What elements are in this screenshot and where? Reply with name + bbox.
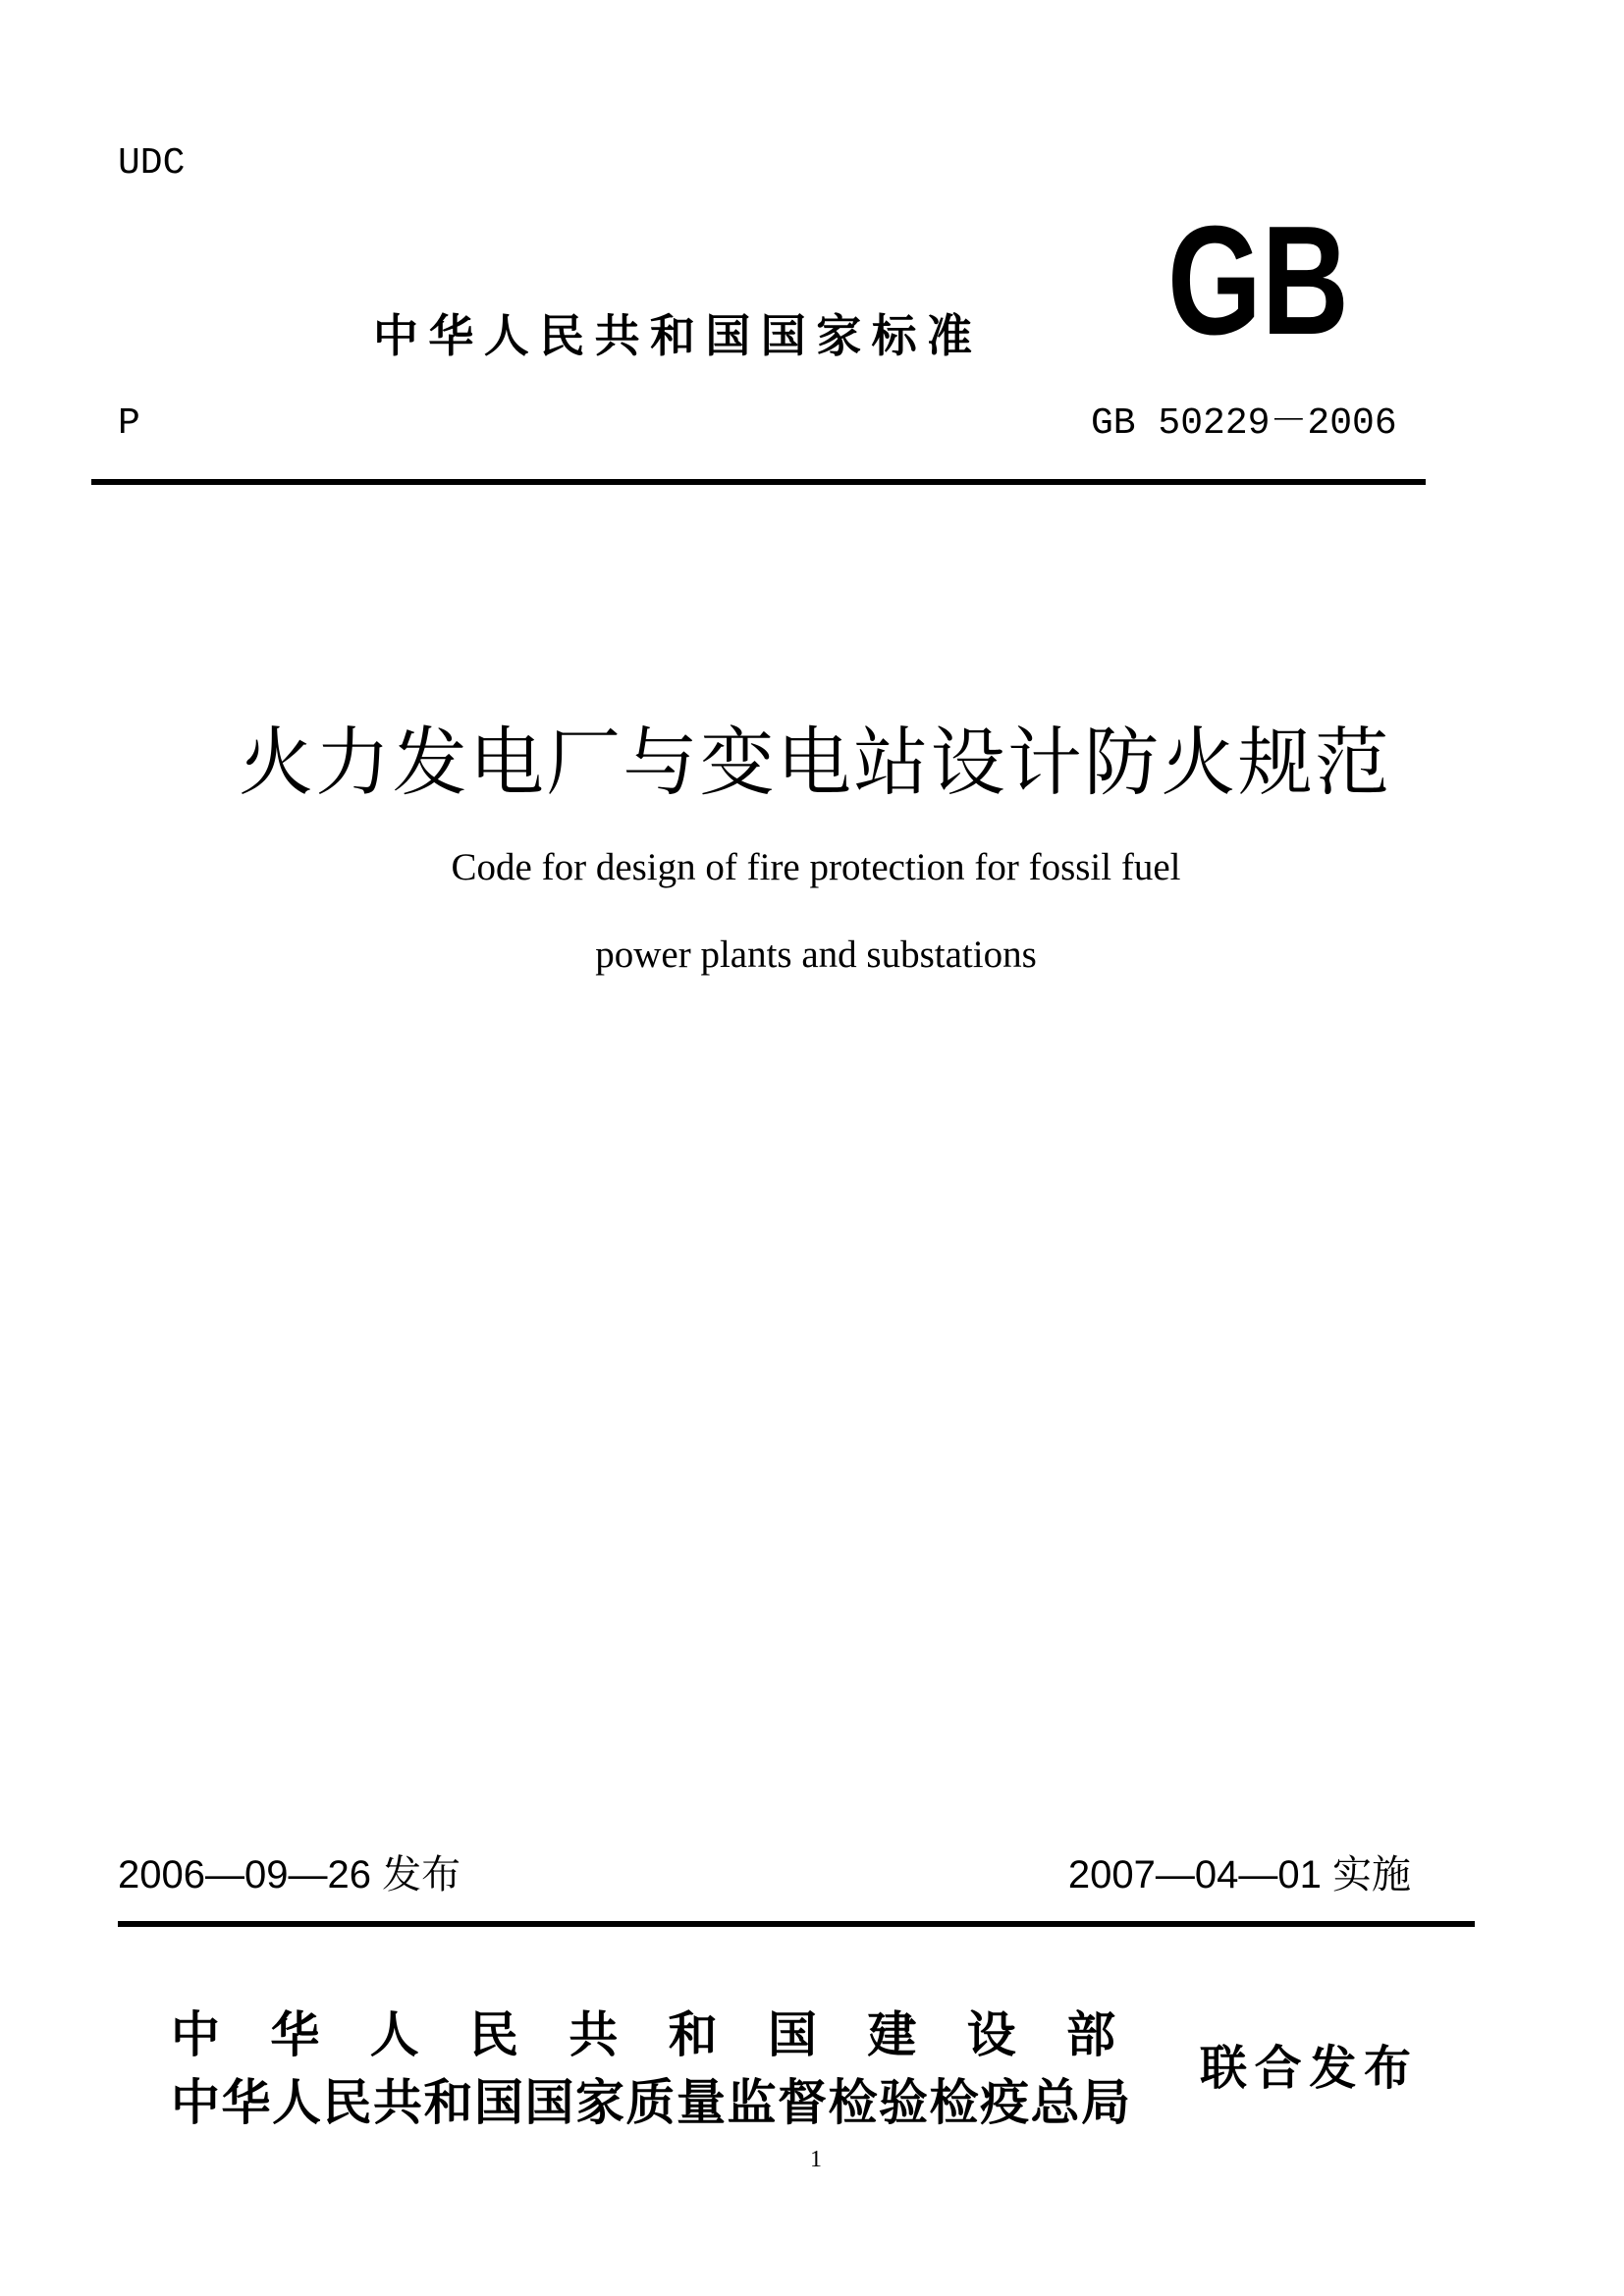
document-title-chinese: 火力发电厂与变电站设计防火规范	[239, 719, 1389, 806]
udc-label: UDC	[118, 142, 186, 185]
joint-issue-label: 联合发布	[1200, 2041, 1411, 2096]
gb-mark: GB	[1167, 194, 1349, 367]
header-rule	[91, 479, 1426, 485]
national-standard-title: 中华人民共和国国家标准	[373, 309, 972, 362]
effective-date: 2007—04—01 实施	[1067, 1853, 1411, 1896]
classification-code: P	[118, 402, 140, 445]
issue-date: 2006—09—26 发布	[118, 1853, 461, 1896]
standard-number: GB 50229－2006	[1091, 402, 1397, 445]
document-title-english-line-2: power plants and substations	[595, 934, 1037, 976]
page-number: 1	[810, 2147, 822, 2172]
issuer-ministry: 中 华 人 民 共 和 国 建 设 部	[171, 2006, 1115, 2063]
issuer-administration: 中华人民共和国国家质量监督检验检疫总局	[171, 2074, 1130, 2131]
document-title-english-line-1: Code for design of fire protection for fossil fuel	[451, 846, 1181, 888]
footer-rule	[118, 1921, 1475, 1927]
